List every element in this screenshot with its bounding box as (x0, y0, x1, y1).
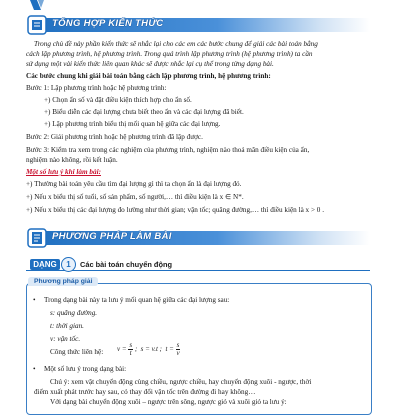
def-s: s: quãng đường. (50, 309, 98, 317)
bullet-dot: • (33, 296, 36, 304)
note-item: +) Nếu x biểu thị số tuổi, số sản phẩm, số người,… thì điều kiện là x ∈ N*. (26, 193, 244, 201)
chu-y-line: Chú ý: xem vật chuyển động cùng chiều, ngược chiều, hay chuyển động xuôi - ngược, thời (50, 378, 312, 386)
step-3: nghiệm nào không, rồi kết luận. (26, 156, 118, 164)
step-1-item: +) Chọn ẩn số và đặt điều kiện thích hợp cho ẩn số. (44, 96, 192, 104)
formula: v = $\frac{s}{t}$ ; s = v.t ; t = $\frac{s}{v}$ (117, 341, 180, 357)
section-title: TỔNG HỢP KIẾN THỨC (52, 18, 164, 29)
method-bullet: Trong dạng bài này ta lưu ý mối quan hệ giữa các đại lượng sau: (44, 296, 230, 304)
notes-heading: Một số lưu ý khi làm bài: (26, 168, 101, 176)
formula-label: Công thức liên hệ: (50, 348, 104, 356)
def-v: v: vận tốc. (50, 335, 81, 343)
step-1-item: +) Biểu diễn các đại lượng chưa biết theo ẩn và các đại lượng đã biết. (44, 108, 244, 116)
dang-title: Các bài toán chuyển động (80, 260, 172, 269)
step-1-item: +) Lập phương trình biểu thị mối quan hệ giữa các đại lượng. (44, 120, 221, 128)
intro-line: sử dụng một vài kiến thức liên quan khác sẽ được nhắc lại cụ thể trong từng dạng bài. (26, 60, 274, 68)
cutoff-line: Với dạng bài chuyển động xuôi – ngược trên sông, ngược gió và xuôi gió ta lưu ý: (50, 398, 287, 406)
intro-line: cách lập phương trình, hệ phương trình. Trong quá trình lập phương trình (hệ phương trình) ta cần (26, 50, 313, 58)
steps-heading: Các bước chung khi giải bài toán bằng cách lập phương trình, hệ phương trình: (26, 72, 271, 80)
step-2: Bước 2: Giải phương trình hoặc hệ phương trình đã lập được. (26, 133, 203, 141)
dang-label: DẠNG (30, 259, 60, 270)
method-bullet: Một số lưu ý trong dạng bài: (44, 365, 127, 373)
bullet-dot: • (33, 365, 36, 373)
dang-underline (26, 270, 370, 271)
intro-line: Trong chủ đề này phần kiến thức sẽ nhắc lại cho các em các bước chung để giải các bài toán bằng (34, 40, 318, 48)
book-icon (26, 14, 48, 36)
def-t: t: thời gian. (50, 322, 84, 330)
step-1: Bước 1: Lập phương trình hoặc hệ phương trình: (26, 84, 167, 92)
method-tab: Phương pháp giải (28, 277, 98, 286)
dang-number: 1 (61, 257, 76, 272)
lightbulb-icon (28, 0, 46, 12)
document-icon (26, 227, 48, 249)
chu-y-line: điểm xuất phát trước hay sau, có thay đổi vận tốc trên đường đi hay không… (34, 388, 256, 396)
note-item: +) Nếu x biểu thị các đại lượng đo lường như thời gian; vận tốc; quãng đường,… thì điều kiện là x > 0 . (26, 206, 324, 214)
step-3: Bước 3: Kiểm tra xem trong các nghiệm của phương trình, nghiệm nào thoả mãn điều kiện của ẩn, (26, 146, 310, 154)
note-item: +) Thường bài toán yêu cầu tìm đại lượng gì thì ta chọn ẩn là đại lượng đó. (26, 180, 242, 188)
section-title: PHƯƠNG PHÁP LÀM BÀI (52, 231, 172, 242)
